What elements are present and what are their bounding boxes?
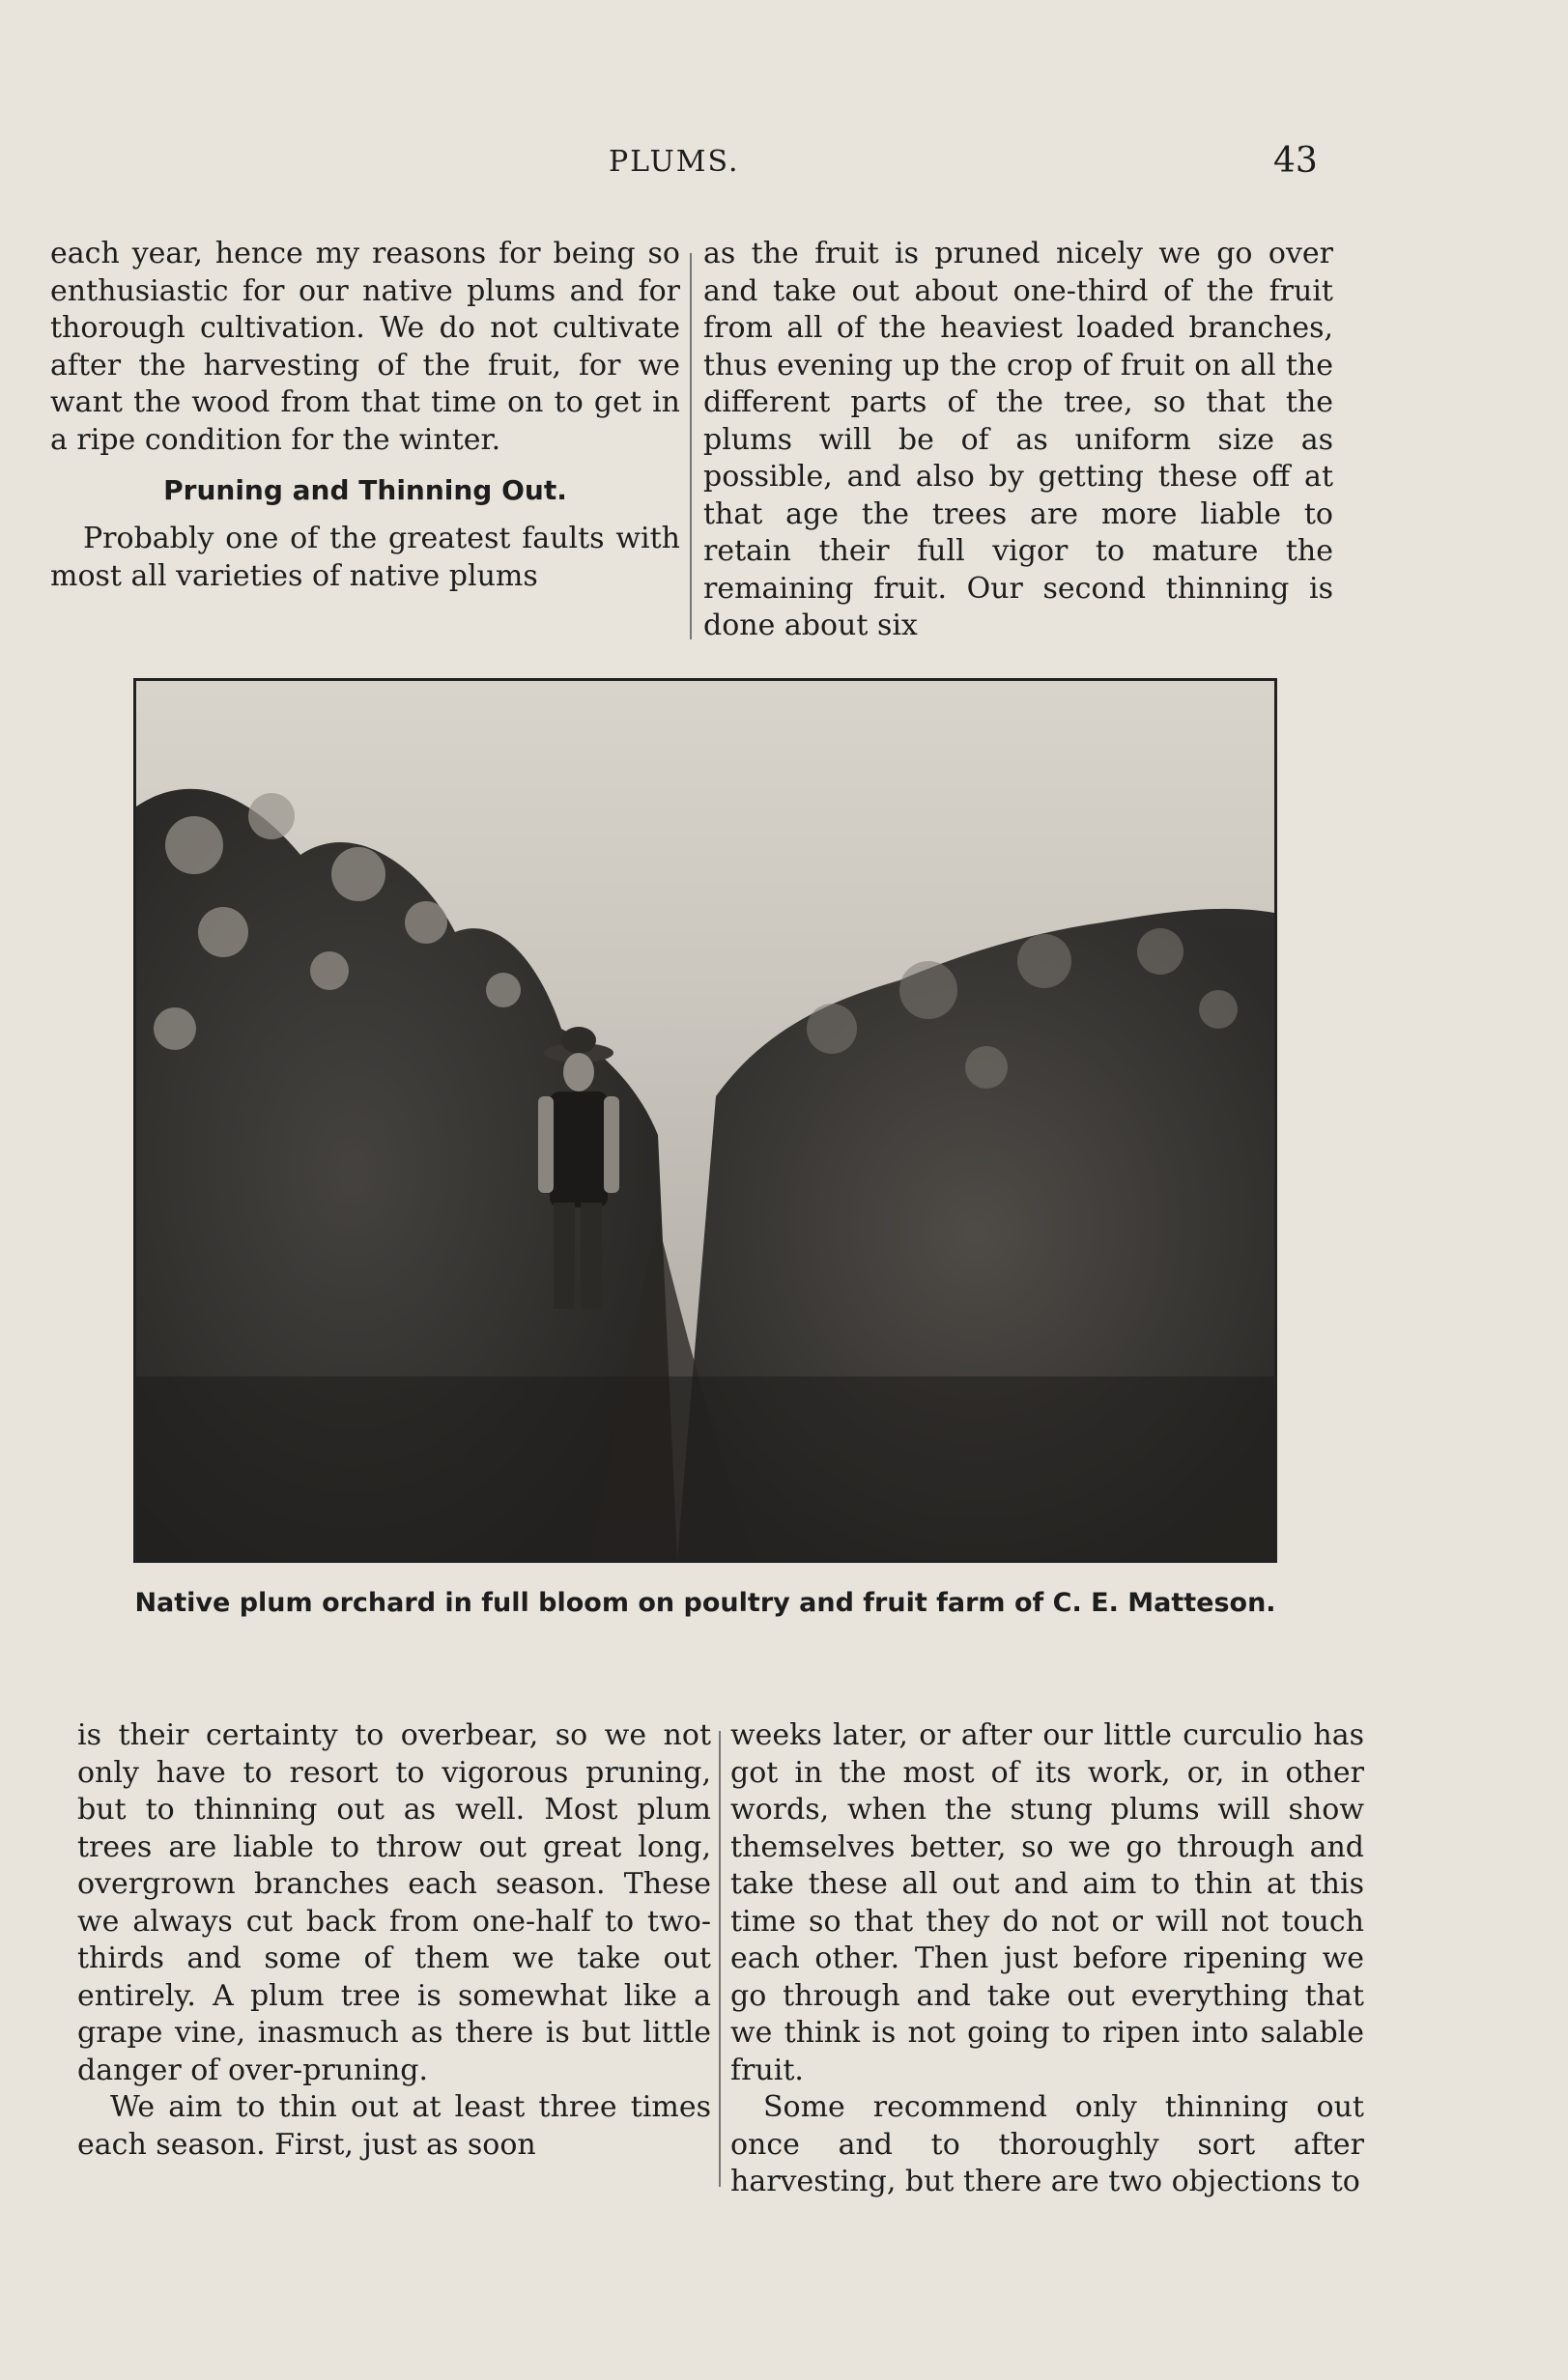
top-left-column (50, 236, 680, 595)
top-right-column (703, 236, 1333, 645)
paragraph: each year, hence my reasons for being so enthusiastic for our native plums and for thorough cultivation. We do not cultivate after the harvesting of the fruit, for we want the wood from that time on to get in a ripe condition for the winter. (50, 237, 680, 457)
column-divider (690, 253, 692, 639)
paragraph: Probably one of the greatest faults with most all varieties of native plums (50, 522, 680, 593)
paragraph: is their certainty to overbear, so we not only have to resort to vigorous pruning, but to thinning out as well. Most plum trees are liable to throw out great long, overgrown branches each season. These we always cut back from one-half to two-thirds and some of them we take out entirely. A plum tree is somewhat like a grape vine, inasmuch as there is but little danger of over-pruning. (77, 1718, 711, 2087)
page-number: 43 (1273, 141, 1318, 181)
paragraph: We aim to thin out at least three times each season. First, just as soon (77, 2090, 711, 2162)
paragraph: Some recommend only thinning out once and to thoroughly sort after harvesting, but there are two objections to (730, 2090, 1364, 2198)
bottom-right-column (730, 1717, 1364, 2201)
bottom-left-column (77, 1717, 711, 2164)
orchard-photo (133, 678, 1277, 1563)
running-title: PLUMS. (609, 145, 740, 179)
paragraph: as the fruit is pruned nicely we go over and take out about one-third of the fruit from all of the heaviest loaded branches, thus evening up the crop of fruit on all the different parts of the tree, so that the plums will be of as uniform size as possible, and also by getting these off at that age the trees are more liable to retain their full vigor to mature the remaining fruit. Our second thinning is done about six (703, 237, 1333, 642)
column-divider (719, 1731, 721, 2187)
page-header (0, 141, 1568, 184)
photo-orchard-man-icon (136, 681, 1274, 1560)
figure-caption: Native plum orchard in full bloom on poultry and fruit farm of C. E. Matteson. (134, 1588, 1276, 1618)
section-heading: Pruning and Thinning Out. (163, 474, 567, 506)
paragraph: weeks later, or after our little curculio has got in the most of its work, or, in other words, when the stung plums will show themselves better, so we go through and take these all out and aim to thin at this time so that they do not or will not touch each other. Then just before ripening we go through and take out everything that we think is not going to ripen into salable fruit. (730, 1718, 1364, 2087)
